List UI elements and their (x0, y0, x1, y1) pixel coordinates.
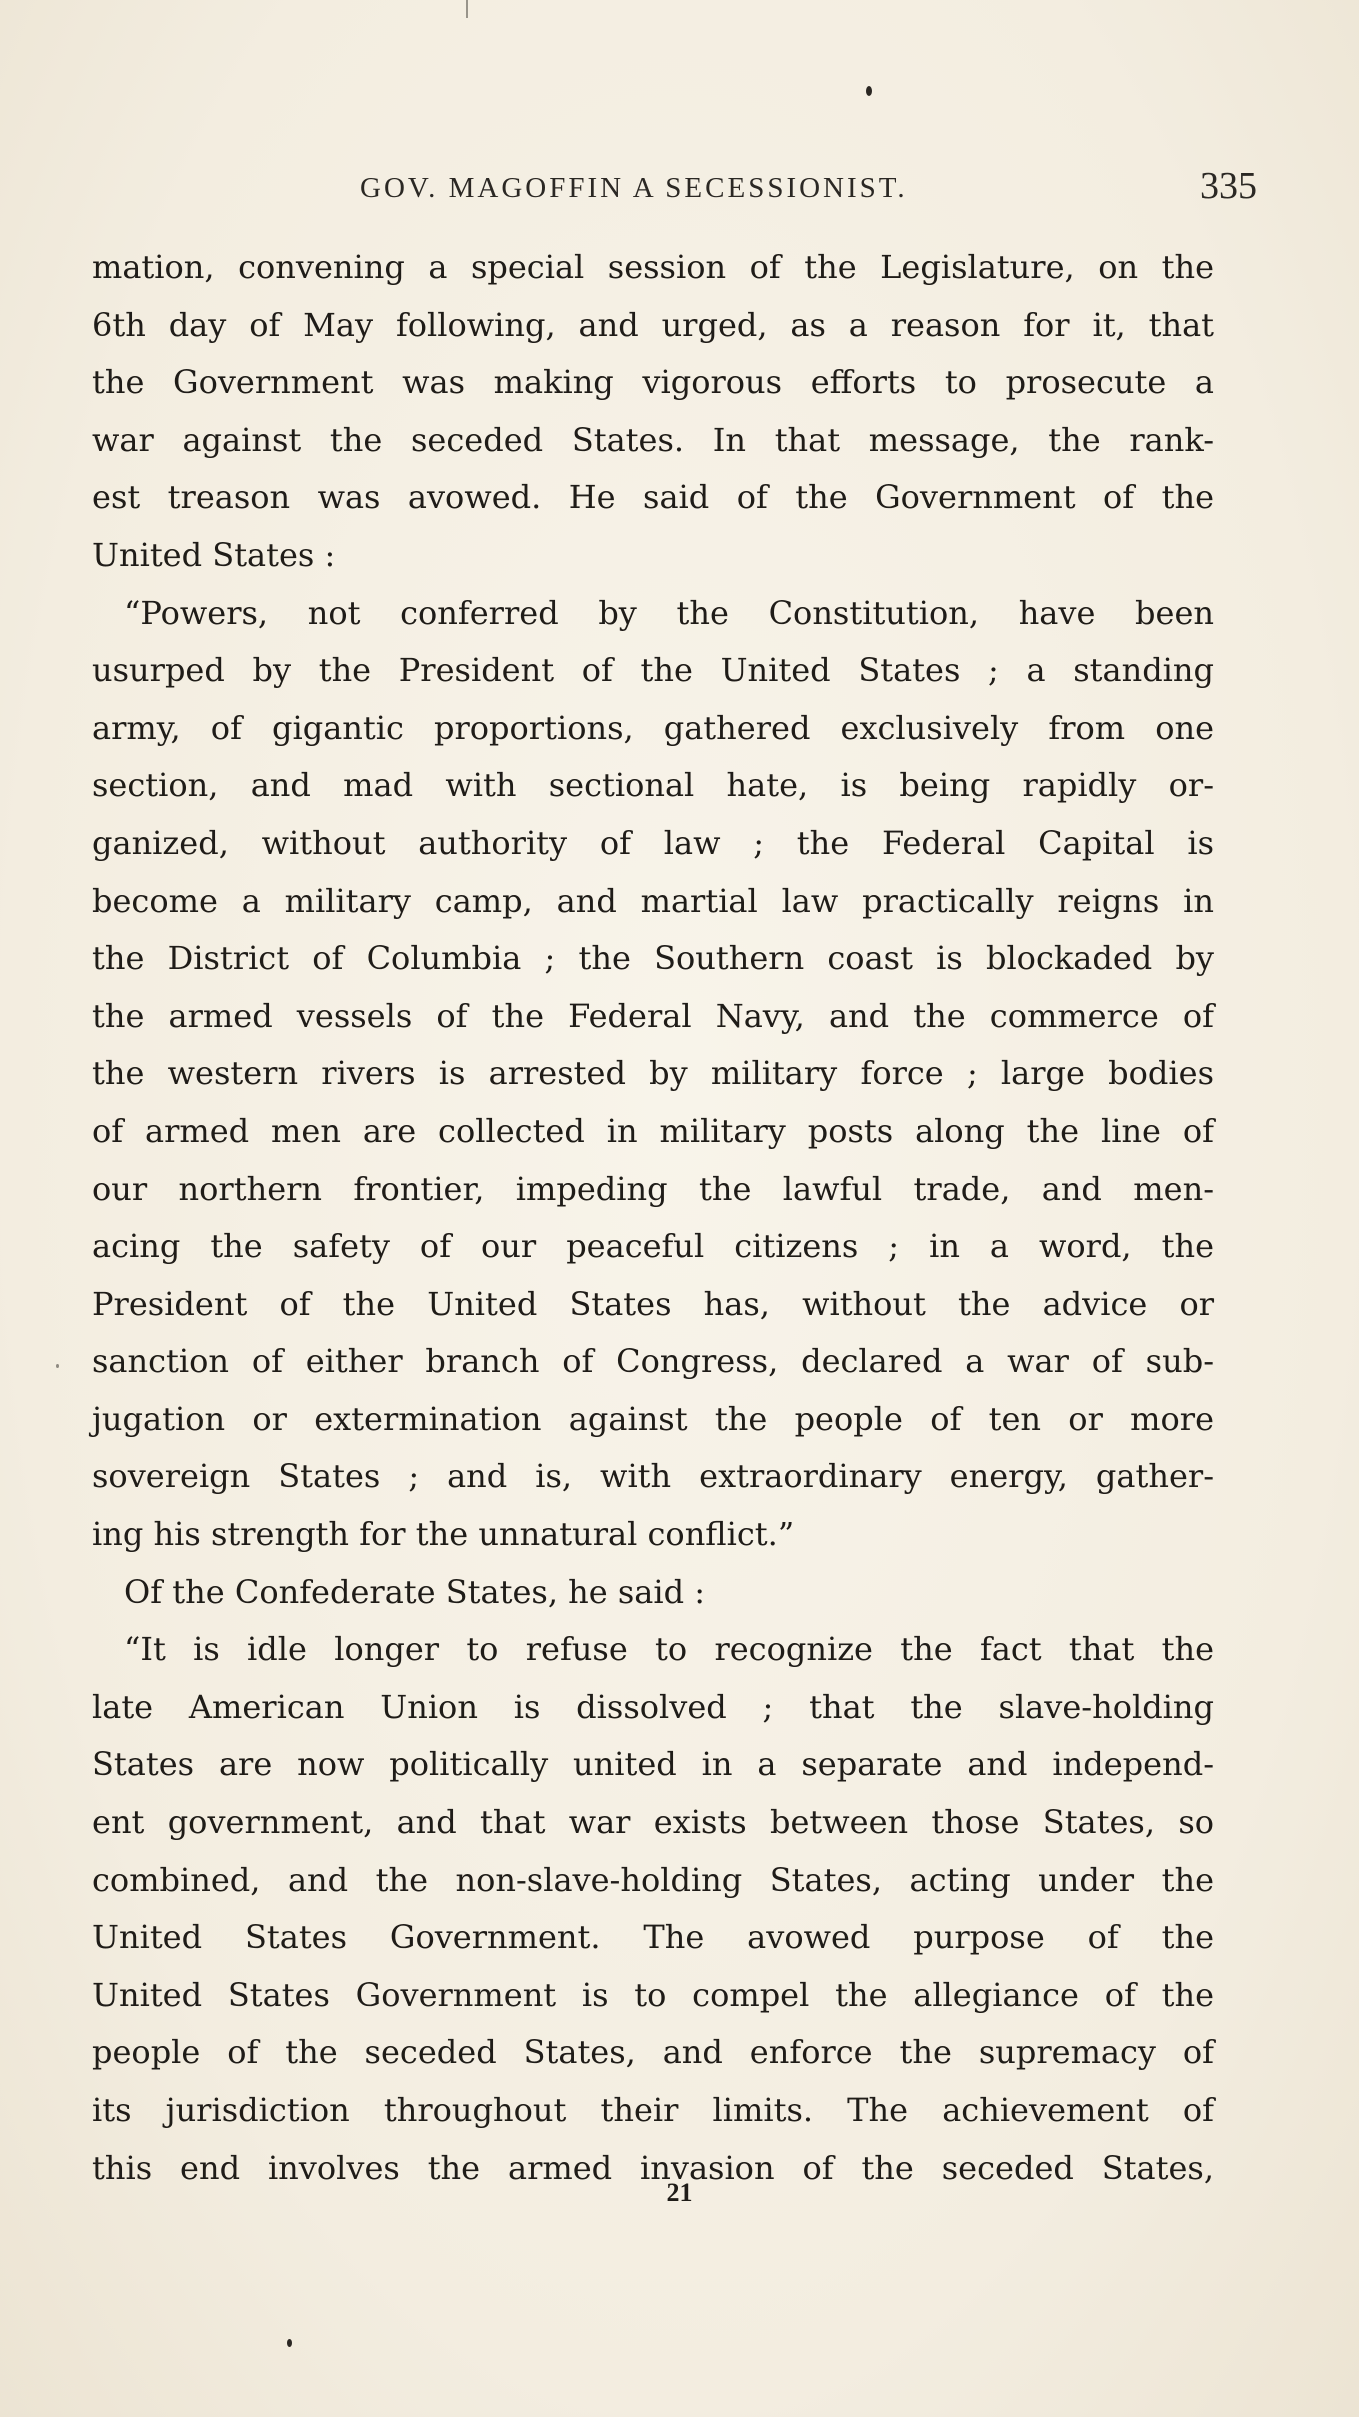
text-line: the western rivers is arrested by military force ; large bodies (92, 1054, 1214, 1093)
text-line: Of the Confederate States, he said : (124, 1572, 706, 1611)
text-line: the armed vessels of the Federal Navy, and the commerce of (92, 996, 1214, 1035)
text-line: become a military camp, and martial law practically reigns in (92, 881, 1214, 920)
ink-speck-top (866, 86, 872, 96)
running-head: GOV. MAGOFFIN A SECESSIONIST. (360, 172, 908, 204)
ink-speck-topline (466, 0, 468, 18)
text-line: United States Government is to compel the allegiance of the (92, 1975, 1214, 2014)
body-text (92, 239, 1214, 2197)
text-line: section, and mad with sectional hate, is being rapidly or- (92, 766, 1214, 805)
text-line: its jurisdiction throughout their limits. The achievement of (92, 2091, 1214, 2129)
text-line: acing the safety of our peaceful citizens ; in a word, the (92, 1227, 1214, 1266)
text-line: United States : (92, 535, 336, 574)
text-line: President of the United States has, without the advice or (92, 1284, 1214, 1323)
text-line: sanction of either branch of Congress, declared a war of sub- (92, 1342, 1214, 1381)
text-line: of armed men are collected in military posts along the line of (92, 1111, 1214, 1150)
text-line: “It is idle longer to refuse to recognize the fact that the (124, 1630, 1214, 1669)
text-line: ing his strength for the unnatural conflict.” (92, 1515, 795, 1554)
text-line: United States Government. The avowed purpose of the (92, 1918, 1214, 1957)
text-line: jugation or extermination against the people of ten or more (92, 1399, 1214, 1438)
text-line: late American Union is dissolved ; that the slave-holding (92, 1687, 1214, 1726)
text-line: usurped by the President of the United States ; a standing (92, 651, 1214, 690)
text-line: ganized, without authority of law ; the Federal Capital is (92, 823, 1214, 862)
text-line: the Government was making vigorous efforts to prosecute a (92, 363, 1214, 402)
page-number: 335 (1200, 165, 1257, 207)
page-header (92, 165, 1257, 216)
ink-speck-bottom (287, 2339, 292, 2347)
text-line: our northern frontier, impeding the lawful trade, and men- (92, 1169, 1214, 1208)
text-line: est treason was avowed. He said of the Government of the (92, 478, 1214, 517)
text-line: combined, and the non-slave-holding States, acting under the (92, 1860, 1214, 1899)
text-line: this end involves the armed invasion of the seceded States, (92, 2148, 1214, 2187)
text-line: 6th day of May following, and urged, as a reason for it, that (92, 305, 1214, 344)
text-line: war against the seceded States. In that message, the rank- (92, 420, 1214, 459)
text-line: the District of Columbia ; the Southern coast is blockaded by (92, 939, 1214, 978)
text-line: States are now politically united in a separate and independ- (92, 1745, 1214, 1784)
text-line: ent government, and that war exists between those States, so (92, 1803, 1214, 1842)
text-line: “Powers, not conferred by the Constitution, have been (124, 593, 1214, 632)
signature-mark: 21 (666, 2178, 693, 2207)
ink-speck-left (56, 1364, 59, 1368)
text-line: sovereign States ; and is, with extraordinary energy, gather- (92, 1457, 1214, 1496)
text-line: mation, convening a special session of the Legislature, on the (92, 248, 1214, 286)
text-line: army, of gigantic proportions, gathered exclusively from one (92, 708, 1214, 747)
text-line: people of the seceded States, and enforce the supremacy of (92, 2033, 1214, 2072)
